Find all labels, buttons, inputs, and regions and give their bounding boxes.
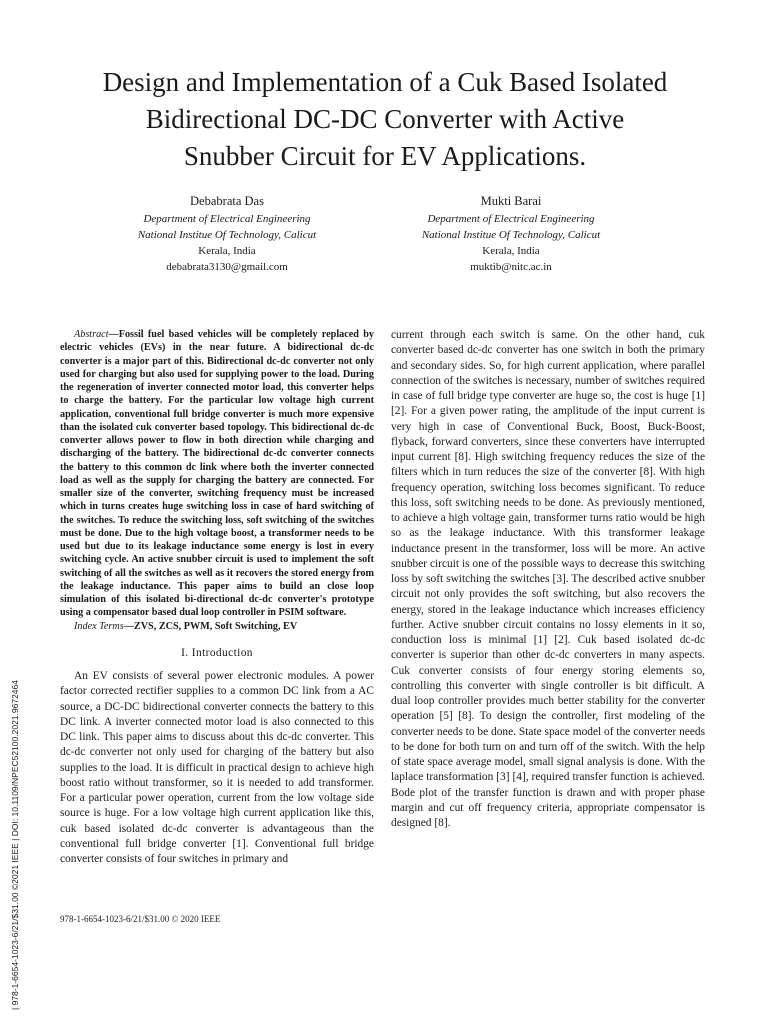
intro-paragraph-continued: current through each switch is same. On the other hand, cuk converter based dc-dc converter has one switch in both the primary and secondary sides. So, for high current application, where parallel connection of the switches is necessary, number of switches required in case of full bridge type converter are huge so, the cost is huge [1] [2]. For a given power rating, the amplitude of the input current is very high in case of Conventional Buck, Boost, Buck-Boost, flyback, forward converters, since these converters have interrupted input current [8]. High switching frequency reduces the size of the filters which in turn reduces the size of the converter [8]. With high frequency operation, switching loss becomes significant. To reduce this loss, soft switching needs to be done. As previously mentioned, to achieve a high voltage gain, transformer turns ratio would be high so as the leakage inductance. With this transformer leakage inductance present in the transformer, loss will be more. An active snubber circuit is one of the possible ways to decrease this switching loss by soft switching the switches [3]. The described active snubber circuit not only provides the soft switching, but also recovers the energy, stored in the leakage inductance which increases efficiency further. Active snubber circuit contains no lossy elements in it so, conduction loss is minimal [1] [2]. Cuk based isolated dc-dc converter is superior than other dc-dc converters in many aspects. Cuk converter consists of four energy storing elements so, controlling this converter with single controller is bit difficult. A dual loop controller provides much better stability for the converter operation [5] [8]. To design the controller, first modeling of the converter needs to be done. State space model of the converter needs to be done for both turn on and turn off of the switch. With the help of state space average model, small signal analysis is done. With the laplace transformation [3] [4], required transfer function is achieved. Bode plot of the transfer function is drawn and with proper phase margin and cut off frequency criteria, appropriate compensator is designed [8]. <box>391 329 705 829</box>
author-department: Department of Electrical Engineering <box>427 213 595 225</box>
author-email: muktib@nitc.ac.in <box>470 261 552 273</box>
section-heading: I. Introduction <box>181 646 253 659</box>
author-department: Department of Electrical Engineering <box>143 213 311 225</box>
title-line-3: Snubber Circuit for EV Applications. <box>183 141 587 171</box>
author-block-2 <box>366 193 656 275</box>
paper-title <box>40 64 730 175</box>
author-name: Mukti Barai <box>480 194 542 208</box>
author-institute: National Institue Of Technology, Calicut <box>421 229 601 241</box>
copyright-footer: 978-1-6654-1023-6/21/$31.00 © 2020 IEEE <box>60 914 221 924</box>
intro-paragraph: An EV consists of several power electronic modules. A power factor corrected rectifier supplies to a common DC link from a AC source, a DC-DC bidirectional converter connects the battery to this DC link. A inverter connected motor load is also connected to this DC link. This paper aims to discuss about this dc-dc converter. This dc-dc converter not only used for charging of the battery but also supplies to the load. It is difficult in practical design to achieve high boost ratio without transformer, so it is needed to add transformer. For a particular power operation, current from the low voltage side source is huge. For a low voltage high current application like this, cuk based isolated dc-dc converter is advantageous than the conventional full bridge converter [1]. Conventional full bridge converter consists of four switches in primary and <box>60 670 374 865</box>
abstract-label: Abstract <box>74 329 109 340</box>
index-terms-label: Index Terms <box>74 620 124 632</box>
author-location: Kerala, India <box>198 245 256 257</box>
left-column <box>60 328 374 867</box>
author-location: Kerala, India <box>482 245 540 257</box>
title-line-1: Design and Implementation of a Cuk Based Isolated <box>102 67 668 97</box>
author-name: Debabrata Das <box>190 194 264 208</box>
abstract <box>60 328 374 620</box>
abstract-text: —Fossil fuel based vehicles will be completely replaced by electric vehicles (EVs) in the near future. A bidirectional dc-dc converter is a major part of this. Bidirectional dc-dc converter not only used for charging but also used for supplying power to the load. During the regeneration of inverter connected motor load, this converter helps to charge the battery. For the particular low voltage high current application, conventional full bridge converter is much more expensive than the isolated cuk converter based topology. This bidirectional dc-dc converter allows power to flow in both direction while charging and discharging of the battery. The bidirectional dc-dc converter connects the battery to this common dc link where both the inverter connected load as well as the supply for charging the battery are connected. For smaller size of the converter, switching frequency must be increased which in turns creates huge switching loss in case of hard switching of the switches. To reduce the switching loss, soft switching of the switches must be done. Due to the high voltage boost, a transformer needs to be used but due to its leakage inductance some energy is lost in every switching cycle. An active snubber circuit is used to implement the soft switching of all the switches as well as it recovers the stored energy from the leakage inductance. This paper aims to build an close loop simulation of this isolated bi-directional dc-dc converter's prototype using a compensator based dual loop controller in PSIM software. <box>60 329 374 619</box>
author-block-1 <box>82 193 372 275</box>
title-line-2: Bidirectional DC-DC Converter with Active <box>145 104 625 134</box>
index-terms <box>60 620 374 633</box>
right-column <box>391 328 705 831</box>
author-email: debabrata3130@gmail.com <box>166 261 288 273</box>
doi-sidebar: | 978-1-6654-1023-6/21/$31.00 ©2021 IEEE | DOI: 10.1109/NPEC52100.2021.9672464 <box>10 680 20 1010</box>
index-terms-text: —ZVS, ZCS, PWM, Soft Switching, EV <box>123 620 298 632</box>
author-institute: National Institue Of Technology, Calicut <box>137 229 317 241</box>
